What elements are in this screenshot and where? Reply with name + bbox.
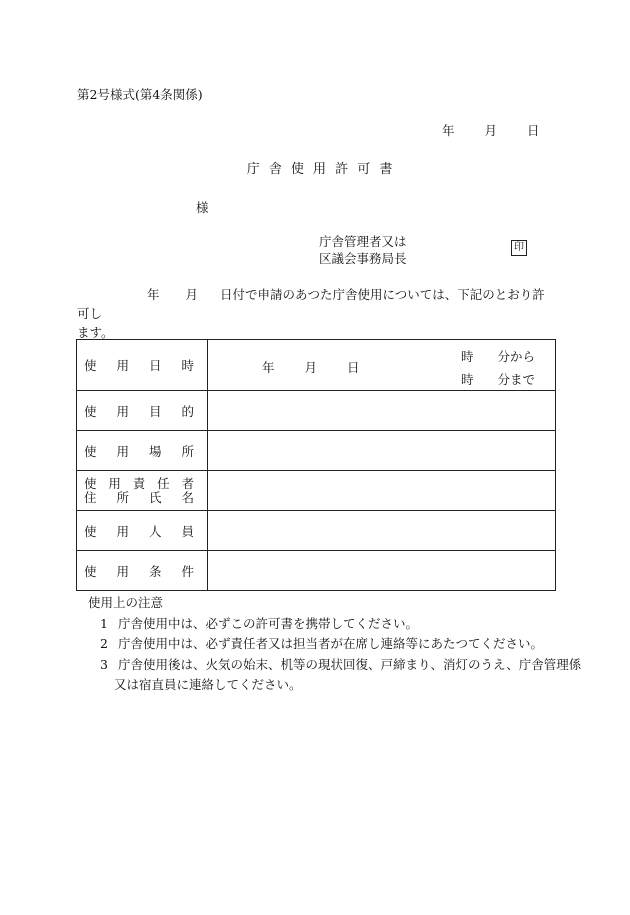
attendees-value-cell[interactable] <box>208 511 556 551</box>
note-item <box>88 655 581 676</box>
issuer-line-2: 区議会事務局長 <box>319 251 407 266</box>
table-row <box>77 511 556 551</box>
body-text-line-1: 日付で申請のあつた庁舎使用については、下記のとおり許可し <box>77 287 545 321</box>
time-from <box>461 347 535 365</box>
notes-heading: 使用上の注意 <box>88 595 164 610</box>
note-text: 庁舎使用中は、必ずこの許可書を携帯してください。 <box>118 615 419 631</box>
date-month-label: 月 <box>484 123 498 138</box>
body-month-label: 月 <box>185 287 199 302</box>
seal-mark: 印 <box>511 240 527 256</box>
responsible-value-cell[interactable] <box>208 471 556 511</box>
usage-year-label: 年 <box>262 360 275 375</box>
purpose-value-cell[interactable] <box>208 391 556 431</box>
permit-table <box>76 339 556 591</box>
usage-month-label: 月 <box>304 360 318 375</box>
note-item-continuation: 又は宿直員に連絡してください。 <box>114 677 302 692</box>
recipient-honorific: 様 <box>196 200 209 215</box>
label-char: 時 <box>181 358 194 373</box>
note-number: 1 <box>100 615 108 631</box>
label-text: 使 用 人 員 <box>84 523 194 539</box>
document-title: 庁舎使用許可書 <box>246 162 402 177</box>
label-text-line-1: 使 用 責 任 者 <box>84 475 194 491</box>
usage-date <box>262 358 360 376</box>
label-text: 使 用 場 所 <box>84 443 194 459</box>
form-number: 第2号様式(第4条関係) <box>77 87 203 102</box>
label-char: 使 <box>84 358 97 373</box>
label-text: 使 用 条 件 <box>84 563 194 579</box>
body-text-line-2: ます。 <box>77 325 114 340</box>
label-char: 日 <box>148 358 162 373</box>
minute-from-label: 分から <box>497 349 536 364</box>
row-label-date <box>77 340 208 391</box>
table-row <box>77 391 556 431</box>
table-row <box>77 340 556 391</box>
body-year-label: 年 <box>147 287 160 302</box>
time-to <box>461 370 535 388</box>
usage-notes <box>88 593 581 696</box>
conditions-value-cell[interactable] <box>208 551 556 591</box>
table-row <box>77 431 556 471</box>
table-row <box>77 551 556 591</box>
label-text <box>84 356 194 374</box>
body-paragraph <box>77 285 557 342</box>
date-year-label: 年 <box>442 123 455 138</box>
row-label-attendees <box>77 511 208 551</box>
date-day-label: 日 <box>527 123 540 138</box>
row-label-place <box>77 431 208 471</box>
table-row <box>77 471 556 511</box>
label-text: 使 用 目 的 <box>84 403 194 419</box>
note-number: 3 <box>100 656 108 672</box>
row-label-conditions <box>77 551 208 591</box>
hour-to-label: 時 <box>461 372 474 387</box>
note-item <box>88 634 581 655</box>
note-text: 庁舎使用中は、必ず責任者又は担当者が在席し連絡等にあたつてください。 <box>118 636 544 651</box>
row-label-purpose <box>77 391 208 431</box>
issuer-line-1: 庁舎管理者又は <box>319 234 407 249</box>
label-char: 用 <box>116 358 129 373</box>
hour-from-label: 時 <box>461 349 474 364</box>
note-text: 庁舎使用後は、火気の始末、机等の現状回復、戸締まり、消灯のうえ、庁舎管理係 <box>118 656 582 672</box>
minute-to-label: 分まで <box>497 372 536 387</box>
issuer-block <box>319 233 407 267</box>
issue-date <box>442 121 540 139</box>
note-number: 2 <box>100 636 108 651</box>
label-text-line-2: 住 所 氏 名 <box>84 489 194 505</box>
row-label-responsible <box>77 471 208 511</box>
place-value-cell[interactable] <box>208 431 556 471</box>
date-value-cell[interactable] <box>208 340 556 391</box>
note-item <box>88 614 581 635</box>
usage-day-label: 日 <box>347 360 360 375</box>
